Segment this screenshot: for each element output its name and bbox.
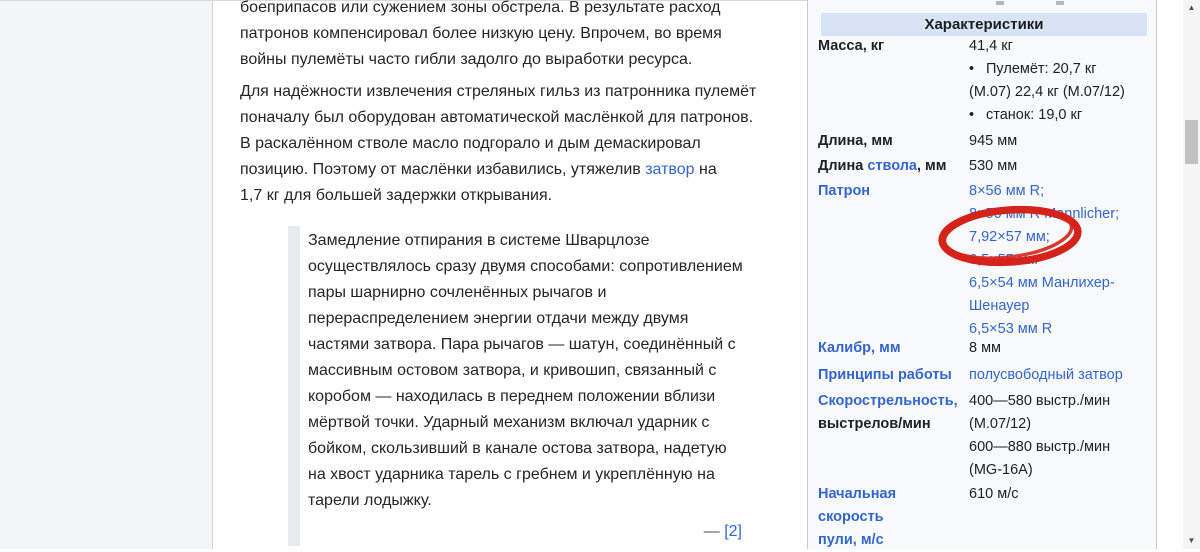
quote-line: Замедление отпирания в системе Шварцлозе <box>308 232 650 249</box>
clipped-text-remnant <box>1056 1 1064 5</box>
attribution-dash: — <box>703 523 720 540</box>
quote-line: коробом — находилась в переднем положении вблизи <box>308 388 716 405</box>
action-value-link[interactable]: полусвободный затвор <box>969 367 1123 383</box>
quote-line: осуществлялось сразу двумя способами: сопротивлением <box>308 258 743 275</box>
mass-bullet-1-text: Пулемёт: 20,7 кг <box>986 61 1097 77</box>
article-text-line: поначалу был оборудован автоматической маслёнкой для патронов. <box>240 109 754 126</box>
quote-attribution <box>600 519 742 545</box>
infobox-header: Характеристики <box>821 13 1147 36</box>
barrel-link[interactable]: ствола <box>867 158 917 174</box>
article-text-line: В раскалённом стволе масло подгорало и дым демаскировал <box>240 135 701 152</box>
length-label: Длина, мм <box>818 133 893 149</box>
article-text-line: Для надёжности извлечения стреляных гильз из патронника пулемёт <box>240 83 757 100</box>
rate-of-fire-value: (М.07/12) <box>969 416 1032 432</box>
cartridge-link-65x55[interactable]: 6,5×55 мм <box>969 252 1038 268</box>
cartridge-link-65x54-line1[interactable]: 6,5×54 мм Манлихер- <box>969 275 1115 291</box>
muzzle-velocity-value: 610 м/с <box>969 486 1019 502</box>
length-value: 945 мм <box>969 133 1018 149</box>
mass-label: Масса, кг <box>818 38 885 54</box>
barrel-length-label <box>818 155 968 178</box>
quote-line: частями затвора. Пара рычагов — шатун, соединённый с <box>308 336 736 353</box>
rate-of-fire-label-units: выстрелов/мин <box>818 416 931 432</box>
rate-of-fire-value: 600—880 выстр./мин <box>969 439 1111 455</box>
action-label-link[interactable]: Принципы работы <box>818 367 952 383</box>
quote-line: мёртвой точки. Ударный механизм включал ударник с <box>308 414 710 431</box>
cartridge-label-link[interactable]: Патрон <box>818 183 871 199</box>
left-sidebar-area <box>0 0 213 549</box>
rate-of-fire-label-link[interactable]: Скорострельность, <box>818 393 958 409</box>
page-right-margin <box>1157 0 1183 549</box>
zatvor-link[interactable]: затвор <box>645 161 695 178</box>
muzzle-velocity-label-link[interactable]: Начальная <box>818 486 897 502</box>
mass-bullet-1 <box>969 58 1155 81</box>
article-text-line: войны пулемёты часто гибли задолго до выработки ресурса. <box>240 51 693 68</box>
muzzle-velocity-label-link[interactable]: скорость <box>818 509 884 525</box>
rate-of-fire-value: 400—580 выстр./мин <box>969 393 1111 409</box>
cartridge-link-792x57[interactable]: 7,92×57 мм; <box>969 229 1050 245</box>
barrel-length-value: 530 мм <box>969 158 1018 174</box>
scrollbar-up-arrow-icon[interactable]: ▲ <box>1187 3 1196 12</box>
clipped-text-remnant <box>996 1 1004 5</box>
mass-value: 41,4 кг <box>969 38 1013 54</box>
article-text-segment: позицию. Поэтому от маслёнки избавились, утяжелив <box>240 161 646 178</box>
caliber-label-link[interactable]: Калибр, мм <box>818 340 901 356</box>
bullet-icon: • <box>969 61 975 77</box>
reference-2-link[interactable]: [2] <box>724 523 742 540</box>
article-text-segment: на <box>694 161 717 178</box>
scrollbar-down-arrow-icon[interactable]: ▼ <box>1187 536 1196 545</box>
rate-of-fire-value: (MG-16A) <box>969 462 1033 478</box>
cartridge-link-65x54-line2[interactable]: Шенауер <box>969 298 1030 314</box>
mass-bullet-2-text: станок: 19,0 кг <box>986 107 1083 123</box>
caliber-value: 8 мм <box>969 340 1002 356</box>
article-text-line <box>240 157 717 183</box>
muzzle-velocity-label <box>818 483 968 552</box>
browser-scrollbar[interactable] <box>1183 0 1200 549</box>
quote-line: на хвост ударника тарель с гребнем и укреплённую на <box>308 466 715 483</box>
mass-bullet-1-wrap: (М.07) 22,4 кг (М.07/12) <box>969 84 1125 100</box>
quote-line: пары шарнирно сочленённых рычагов и <box>308 284 607 301</box>
article-text-line: боеприпасов или сужением зоны обстрела. В результате расход <box>240 0 721 16</box>
label-text: Длина <box>818 158 868 174</box>
quote-line: тарели лодыжку. <box>308 492 432 509</box>
scrollbar-thumb[interactable] <box>1185 120 1198 164</box>
cartridge-link-8x56R[interactable]: 8×56 мм R; <box>969 183 1045 199</box>
quote-line: бойком, скользивший в канале остова затвора, надетую <box>308 440 727 457</box>
muzzle-velocity-label-link[interactable]: пули, м/с <box>818 532 884 548</box>
bullet-icon: • <box>969 107 975 123</box>
label-text: , мм <box>916 158 947 174</box>
cartridge-link-8x50R[interactable]: 8×50 мм R Mannlicher; <box>969 206 1120 222</box>
mass-bullet-2 <box>969 104 1155 127</box>
cartridge-link-65x53R[interactable]: 6,5×53 мм R <box>969 321 1053 337</box>
article-text-line: 1,7 кг для большей задержки открывания. <box>240 187 553 204</box>
blockquote-left-bar <box>288 226 300 546</box>
rate-of-fire-label <box>818 390 968 436</box>
article-text-line: патронов компенсировал более низкую цену. Впрочем, во время <box>240 25 722 42</box>
infobox-characteristics <box>807 0 1157 549</box>
quote-line: перераспределением энергии отдачи между двумя <box>308 310 689 327</box>
quote-line: массивным остовом затвора, и кривошип, связанный с <box>308 362 717 379</box>
